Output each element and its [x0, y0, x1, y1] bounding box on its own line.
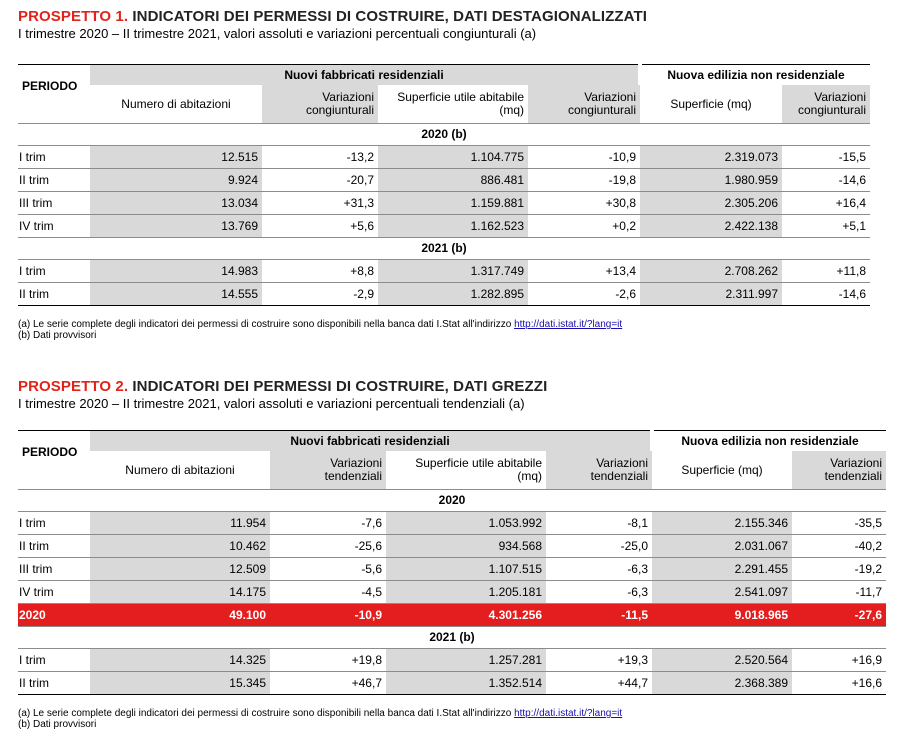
table-row	[18, 511, 886, 534]
prospetto-1-header	[18, 65, 870, 146]
cell-variazioni-1: +5,6	[262, 214, 378, 237]
cell-period: IV trim	[18, 214, 90, 237]
prospetto-1-heading	[18, 8, 647, 41]
year-row-2020: 2020	[18, 489, 886, 511]
col-header-variazioni-3: Variazioni congiunturali	[782, 85, 870, 123]
cell-superficie-utile: 1.107.515	[386, 557, 546, 580]
cell-variazioni-1: -2,9	[262, 282, 378, 305]
cell-variazioni-2: +30,8	[528, 191, 640, 214]
cell-period: III trim	[18, 191, 90, 214]
group-header-non-residenziale: Nuova edilizia non residenziale	[652, 431, 886, 452]
cell-superficie-mq: 2.311.997	[640, 282, 782, 305]
cell-variazioni-2: -11,5	[546, 603, 652, 626]
prospetto-2-rows-2021	[18, 648, 886, 694]
istat-link[interactable]: http://dati.istat.it/?lang=it	[514, 319, 623, 330]
cell-numero-abitazioni: 14.983	[90, 259, 262, 282]
cell-variazioni-2: -6,3	[546, 557, 652, 580]
cell-variazioni-1: +19,8	[270, 648, 386, 671]
prospetto-1-rows-2021	[18, 259, 870, 305]
cell-numero-abitazioni: 14.325	[90, 648, 270, 671]
istat-link[interactable]: http://dati.istat.it/?lang=it	[514, 708, 623, 719]
prospetto-1-table	[18, 64, 870, 306]
cell-variazioni-1: -10,9	[270, 603, 386, 626]
cell-superficie-mq: 2.305.206	[640, 191, 782, 214]
prospetto-2-table	[18, 430, 886, 695]
cell-period: II trim	[18, 168, 90, 191]
cell-variazioni-2: -2,6	[528, 282, 640, 305]
group-header-residenziali: Nuovi fabbricati residenziali	[90, 65, 640, 86]
cell-numero-abitazioni: 13.769	[90, 214, 262, 237]
cell-variazioni-2: -19,8	[528, 168, 640, 191]
table-row	[18, 648, 886, 671]
col-header-numero-abitazioni: Numero di abitazioni	[121, 96, 231, 111]
col-header-variazioni-1: Variazioni tendenziali	[270, 451, 386, 489]
cell-variazioni-2: -10,9	[528, 145, 640, 168]
cell-numero-abitazioni: 13.034	[90, 191, 262, 214]
prospetto-1-notes: (a) Le serie complete degli indicatori dei permessi di costruire sono disponibili nella banca dati I.Stat all'indirizzo http://dati.istat.it/?lang=it (b) Dati provvisori	[18, 319, 623, 341]
table-row	[18, 580, 886, 603]
cell-superficie-utile: 1.162.523	[378, 214, 528, 237]
cell-period: I trim	[18, 145, 90, 168]
year-row-2021: 2021 (b)	[18, 626, 886, 648]
cell-variazioni-2: -25,0	[546, 534, 652, 557]
prospetto-2-subtitle: I trimestre 2020 – II trimestre 2021, valori assoluti e variazioni percentuali tendenziali (a)	[18, 396, 525, 411]
col-header-variazioni-1: Variazioni congiunturali	[262, 85, 378, 123]
cell-variazioni-3: -14,6	[782, 282, 870, 305]
cell-period: 2020	[18, 603, 90, 626]
prospetto-1-title: PROSPETTO 1. INDICATORI DEI PERMESSI DI COSTRUIRE, DATI DESTAGIONALIZZATI	[18, 8, 648, 25]
year-row-2021: 2021 (b)	[18, 237, 870, 259]
cell-superficie-mq: 9.018.965	[652, 603, 792, 626]
cell-superficie-utile: 1.053.992	[386, 511, 546, 534]
cell-variazioni-2: -6,3	[546, 580, 652, 603]
cell-variazioni-2: -8,1	[546, 511, 652, 534]
table-row	[18, 671, 886, 694]
cell-numero-abitazioni: 12.515	[90, 145, 262, 168]
col-header-superficie-mq: Superficie (mq)	[681, 462, 763, 477]
cell-variazioni-2: +13,4	[528, 259, 640, 282]
cell-variazioni-3: -11,7	[792, 580, 886, 603]
cell-superficie-mq: 2.155.346	[652, 511, 792, 534]
cell-variazioni-3: -27,6	[792, 603, 886, 626]
group-header-residenziali: Nuovi fabbricati residenziali	[90, 431, 652, 452]
table-row	[18, 191, 870, 214]
group-header-non-residenziale: Nuova edilizia non residenziale	[640, 65, 870, 86]
cell-superficie-mq: 2.368.389	[652, 671, 792, 694]
cell-period: II trim	[18, 671, 90, 694]
cell-variazioni-2: +44,7	[546, 671, 652, 694]
cell-superficie-utile: 1.282.895	[378, 282, 528, 305]
cell-superficie-utile: 1.104.775	[378, 145, 528, 168]
table-row	[18, 282, 870, 305]
cell-variazioni-2: +19,3	[546, 648, 652, 671]
cell-variazioni-3: +5,1	[782, 214, 870, 237]
cell-superficie-utile: 4.301.256	[386, 603, 546, 626]
cell-period: IV trim	[18, 580, 90, 603]
prospetto-1-subtitle: I trimestre 2020 – II trimestre 2021, valori assoluti e variazioni percentuali congiunturali (a)	[18, 26, 537, 41]
prospetto-2-notes: (a) Le serie complete degli indicatori dei permessi di costruire sono disponibili nella banca dati I.Stat all'indirizzo http://dati.istat.it/?lang=it (b) Dati provvisori	[18, 708, 623, 730]
cell-superficie-mq: 2.031.067	[652, 534, 792, 557]
col-header-superficie-utile: Superficie utile abitabile (mq)	[397, 89, 524, 117]
cell-superficie-utile: 1.205.181	[386, 580, 546, 603]
col-header-superficie-utile: Superficie utile abitabile (mq)	[415, 455, 542, 483]
periodo-header: PERIODO	[18, 65, 90, 124]
cell-period: II trim	[18, 282, 90, 305]
cell-variazioni-1: +31,3	[262, 191, 378, 214]
col-header-variazioni-2: Variazioni congiunturali	[528, 85, 640, 123]
cell-superficie-utile: 1.352.514	[386, 671, 546, 694]
cell-period: III trim	[18, 557, 90, 580]
cell-variazioni-3: -19,2	[792, 557, 886, 580]
cell-variazioni-1: -25,6	[270, 534, 386, 557]
cell-numero-abitazioni: 9.924	[90, 168, 262, 191]
cell-variazioni-3: -15,5	[782, 145, 870, 168]
cell-variazioni-1: +46,7	[270, 671, 386, 694]
cell-variazioni-3: +16,4	[782, 191, 870, 214]
prospetto-2-title: PROSPETTO 2. INDICATORI DEI PERMESSI DI COSTRUIRE, DATI GREZZI	[18, 378, 548, 395]
cell-period: I trim	[18, 259, 90, 282]
cell-period: I trim	[18, 511, 90, 534]
cell-superficie-mq: 2.708.262	[640, 259, 782, 282]
table-row	[18, 145, 870, 168]
cell-variazioni-3: +16,6	[792, 671, 886, 694]
col-header-variazioni-2: Variazioni tendenziali	[546, 451, 652, 489]
cell-superficie-utile: 1.257.281	[386, 648, 546, 671]
periodo-header: PERIODO	[18, 431, 90, 490]
table-row	[18, 534, 886, 557]
cell-numero-abitazioni: 12.509	[90, 557, 270, 580]
cell-numero-abitazioni: 14.555	[90, 282, 262, 305]
cell-numero-abitazioni: 49.100	[90, 603, 270, 626]
cell-period: I trim	[18, 648, 90, 671]
cell-superficie-utile: 886.481	[378, 168, 528, 191]
year-row-2020: 2020 (b)	[18, 123, 870, 145]
cell-variazioni-3: -40,2	[792, 534, 886, 557]
cell-numero-abitazioni: 14.175	[90, 580, 270, 603]
cell-variazioni-1: +8,8	[262, 259, 378, 282]
cell-superficie-utile: 1.317.749	[378, 259, 528, 282]
cell-variazioni-3: -14,6	[782, 168, 870, 191]
col-header-superficie-mq: Superficie (mq)	[670, 96, 752, 111]
total-row	[18, 603, 886, 626]
table-row	[18, 168, 870, 191]
table-row	[18, 259, 870, 282]
cell-variazioni-1: -5,6	[270, 557, 386, 580]
cell-superficie-mq: 2.520.564	[652, 648, 792, 671]
table-row	[18, 214, 870, 237]
cell-variazioni-1: -13,2	[262, 145, 378, 168]
cell-numero-abitazioni: 15.345	[90, 671, 270, 694]
prospetto-2-rows-2020	[18, 511, 886, 603]
col-header-variazioni-3: Variazioni tendenziali	[792, 451, 886, 489]
cell-variazioni-1: -20,7	[262, 168, 378, 191]
cell-numero-abitazioni: 10.462	[90, 534, 270, 557]
cell-superficie-mq: 2.291.455	[652, 557, 792, 580]
prospetto-2-header	[18, 431, 886, 512]
cell-superficie-mq: 2.422.138	[640, 214, 782, 237]
cell-period: II trim	[18, 534, 90, 557]
cell-superficie-mq: 2.541.097	[652, 580, 792, 603]
cell-variazioni-3: -35,5	[792, 511, 886, 534]
cell-numero-abitazioni: 11.954	[90, 511, 270, 534]
cell-superficie-mq: 2.319.073	[640, 145, 782, 168]
cell-variazioni-2: +0,2	[528, 214, 640, 237]
cell-superficie-mq: 1.980.959	[640, 168, 782, 191]
cell-variazioni-1: -7,6	[270, 511, 386, 534]
cell-variazioni-1: -4,5	[270, 580, 386, 603]
prospetto-2-total	[18, 603, 886, 626]
cell-superficie-utile: 934.568	[386, 534, 546, 557]
prospetto-1-rows-2020	[18, 145, 870, 237]
cell-variazioni-3: +16,9	[792, 648, 886, 671]
table-row	[18, 557, 886, 580]
col-header-numero-abitazioni: Numero di abitazioni	[125, 462, 235, 477]
cell-variazioni-3: +11,8	[782, 259, 870, 282]
prospetto-2-heading	[18, 378, 547, 411]
cell-superficie-utile: 1.159.881	[378, 191, 528, 214]
